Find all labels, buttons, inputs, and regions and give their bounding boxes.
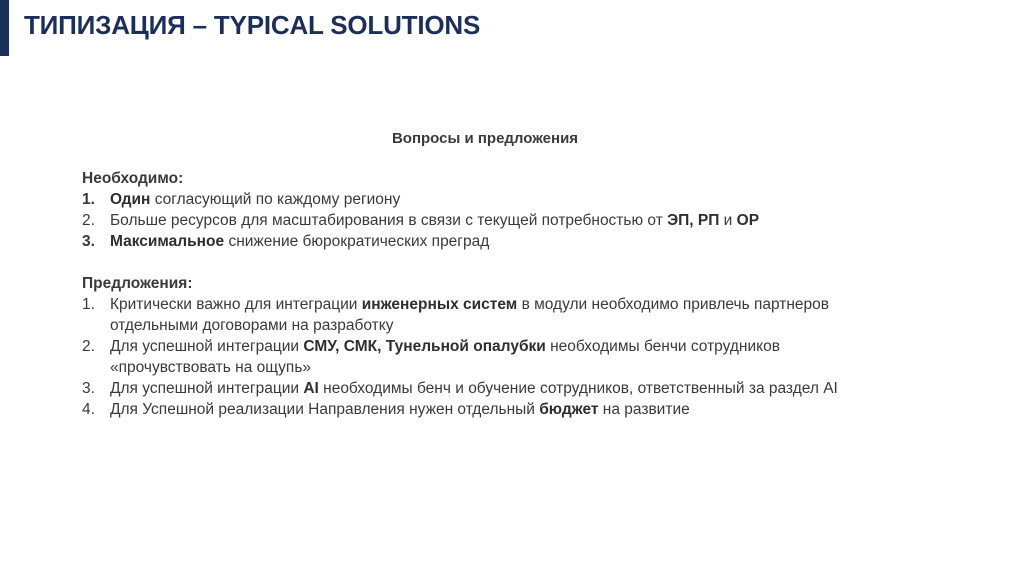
- proposals-list: [82, 294, 902, 420]
- item-text: Критически важно для интеграции: [110, 296, 362, 313]
- needed-list: [82, 189, 902, 252]
- slide-content: [82, 128, 902, 420]
- bold-text: Один: [110, 191, 151, 208]
- item-text: в модули необходимо привлечь партнеров отдельными договорами на разработку: [110, 296, 830, 334]
- item-text: Для успешной интеграции: [110, 338, 304, 355]
- list-number: 2.: [82, 212, 95, 229]
- item-text: Больше ресурсов для масштабирования в связи с текущей потребностью от: [110, 212, 668, 229]
- title-accent-bar: [0, 0, 9, 56]
- list-number: 3.: [82, 380, 95, 397]
- section-spacer: [82, 252, 902, 273]
- bold-text: ЭП, РП: [667, 212, 720, 229]
- slide-subtitle: Вопросы и предложения: [391, 130, 579, 147]
- needed-item-1: [82, 189, 902, 210]
- proposal-item-1: [82, 294, 902, 336]
- proposals-heading: Предложения:: [82, 275, 193, 292]
- list-number: 3.: [82, 233, 95, 250]
- needed-heading: Необходимо:: [82, 170, 184, 187]
- proposal-item-2: [82, 336, 902, 378]
- slide-title: ТИПИЗАЦИЯ – TYPICAL SOLUTIONS: [24, 10, 481, 40]
- needed-item-3: [82, 231, 902, 252]
- needed-item-2: [82, 210, 902, 231]
- proposal-item-4: [82, 399, 902, 420]
- item-text: на развитие: [598, 401, 690, 418]
- bold-text: инженерных систем: [361, 296, 518, 313]
- proposal-item-3: [82, 378, 902, 399]
- bold-text: бюджет: [539, 401, 599, 418]
- item-text: Для успешной интеграции: [110, 380, 304, 397]
- item-text: согласующий по каждому региону: [150, 191, 401, 208]
- item-text: необходимы бенчи сотрудников «прочувствовать на ощупь»: [110, 338, 780, 376]
- list-number: 4.: [82, 401, 95, 418]
- item-text: необходимы бенч и обучение сотрудников, ответственный за раздел AI: [318, 380, 838, 397]
- bold-text: СМУ, СМК, Тунельной опалубки: [303, 338, 546, 355]
- list-number: 1.: [82, 191, 95, 208]
- bold-text: Максимальное: [110, 233, 225, 250]
- item-text: Для Успешной реализации Направления нужен отдельный: [110, 401, 540, 418]
- bold-text: AI: [303, 380, 319, 397]
- item-text: и: [719, 212, 737, 229]
- bold-text: ОР: [736, 212, 760, 229]
- item-text: снижение бюрократических преград: [224, 233, 490, 250]
- list-number: 1.: [82, 296, 95, 313]
- list-number: 2.: [82, 338, 95, 355]
